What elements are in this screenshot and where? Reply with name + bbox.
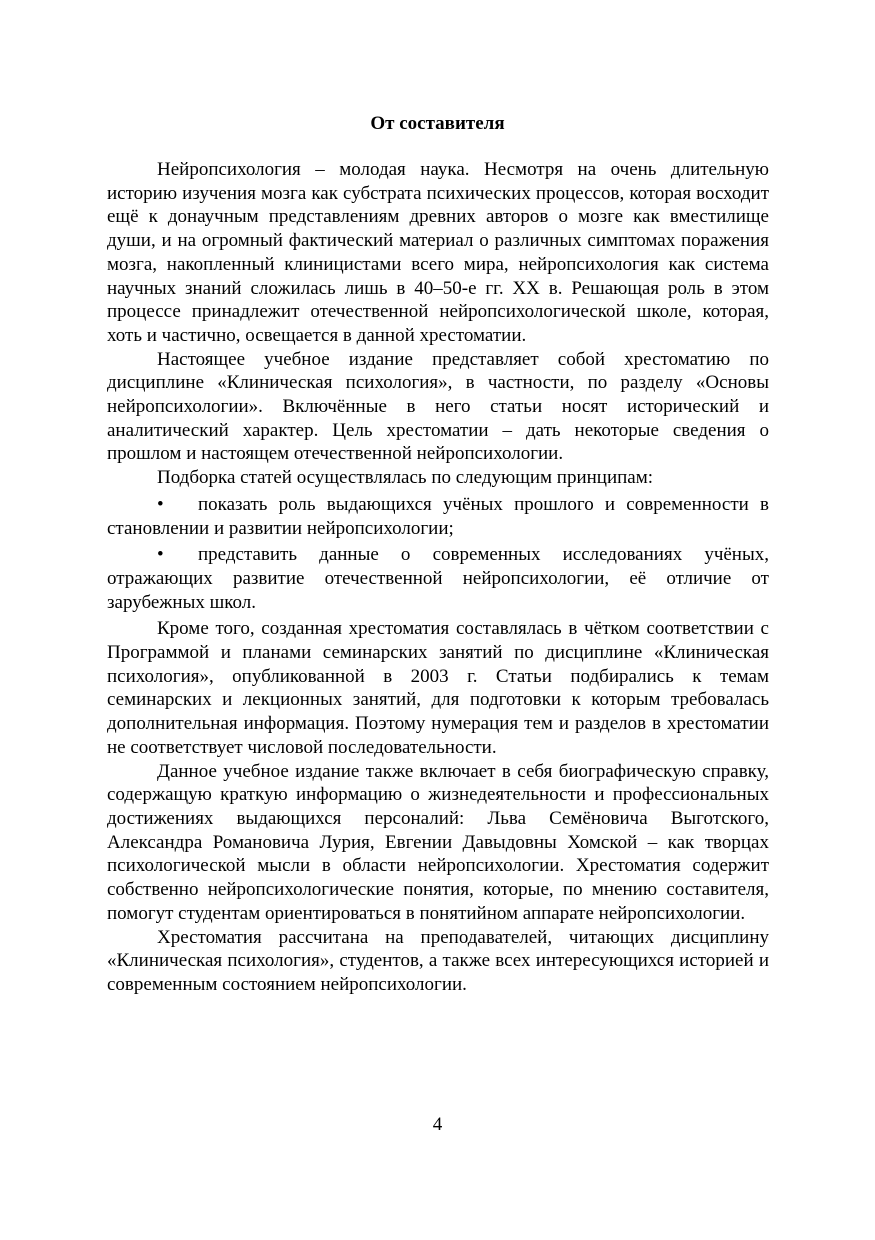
paragraph-5: Данное учебное издание также включает в себя биографическую справку, содержащую краткую информацию о жизнедеятельности и профессиональных достижениях выдающихся персоналий: Льва Семёновича Выготского, Александра Романовича Лурия, Евгении Давыдовны Хомской – как творцах психологической мысли в области нейропсихологии. Хрестоматия содержит собственно нейропсихологические понятия, которые, по мнению составителя, помогут студентам ориентироваться в понятийном аппарате нейропсихологии.: [107, 760, 769, 924]
body-text: [107, 158, 769, 997]
paragraph-3: Подборка статей осуществлялась по следующим принципам:: [157, 467, 654, 489]
principles-list: [107, 493, 769, 615]
bullet-icon: •: [157, 493, 164, 515]
list-item: [107, 493, 769, 540]
paragraph-2: Настоящее учебное издание представляет собой хрестоматию по дисциплине «Клиническая психология», в частности, по разделу «Основы нейропсихологии». Включённые в него статьи носят исторический и аналитический характер. Цель хрестоматии – дать некоторые сведения о прошлом и настоящем отечественной нейропсихологии.: [107, 348, 769, 465]
bullet-icon: •: [157, 544, 164, 566]
list-item-text: показать роль выдающихся учёных прошлого и современности в становлении и развитии нейропсихологии;: [107, 493, 769, 539]
page-title: От составителя: [370, 113, 505, 134]
page-number: 4: [432, 1114, 443, 1135]
paragraph-6: Хрестоматия рассчитана на преподавателей, читающих дисциплину «Клиническая психология», студентов, а также всех интересующихся историей и современным состоянием нейропсихологии.: [107, 926, 769, 995]
list-item-text: представить данные о современных исследованиях учёных, отражающих развитие отечественной нейропсихологии, её отличие от зарубежных школ.: [107, 544, 769, 613]
list-item: [107, 543, 769, 614]
paragraph-1: Нейропсихология – молодая наука. Несмотря на очень длительную историю изучения мозга как субстрата психических процессов, которая восходит ещё к донаучным представлениям древних авторов о мозге как вместилище души, и на огромный фактический материал о различных симптомах поражения мозга, накопленный клиницистами всего мира, нейропсихология как система научных знаний сложилась лишь в 40–50-е гг. XX в. Решающая роль в этом процессе принадлежит отечественной нейропсихологической школе, которая, хоть и частично, освещается в данной хрестоматии.: [107, 159, 769, 346]
paragraph-4: Кроме того, созданная хрестоматия составлялась в чётком соответствии с Программой и планами семинарских занятий по дисциплине «Клиническая психология», опубликованной в 2003 г. Статьи подбирались к темам семинарских и лекционных занятий, для подготовки к которым требовалась дополнительная информация. Поэтому нумерация тем и разделов в хрестоматии не соответствует числовой последовательности.: [107, 618, 769, 758]
